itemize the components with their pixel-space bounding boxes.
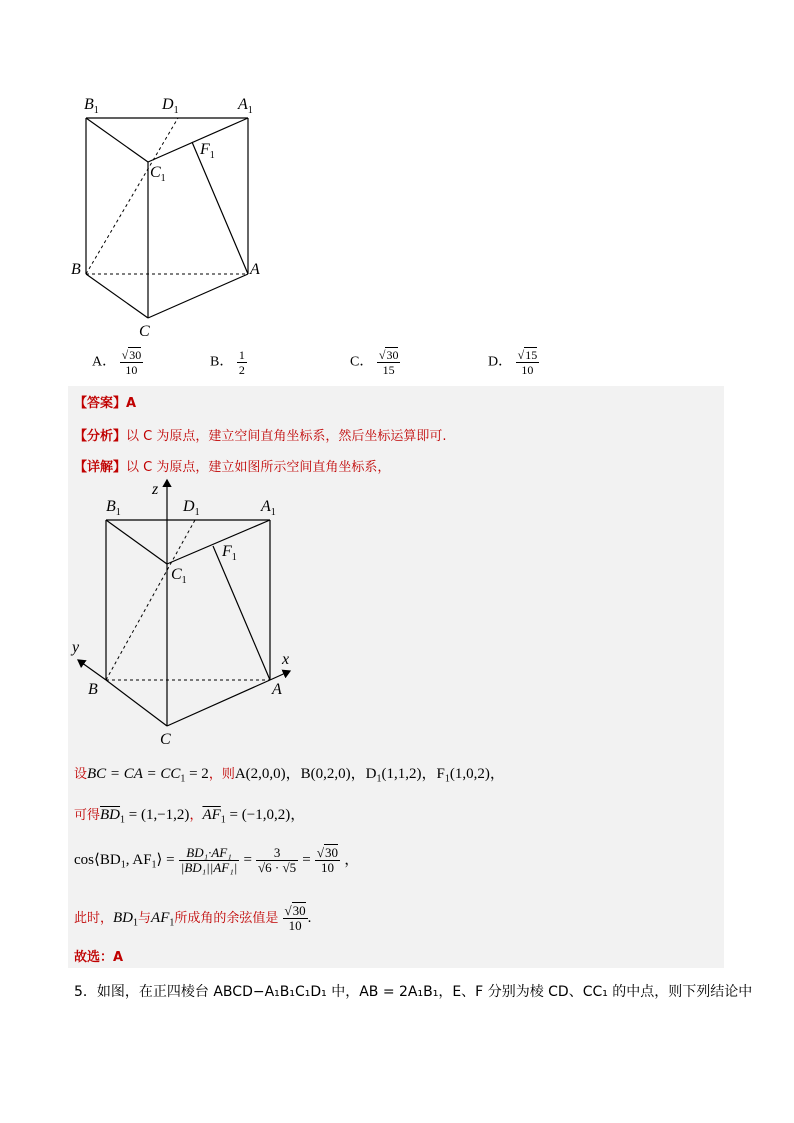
label2-c: C (160, 731, 171, 748)
label-f1: $F_1$ (200, 141, 215, 162)
label2-f1: $F_1$ (222, 543, 237, 564)
option-c-fraction: $\frac{√30}{15}$ (378, 348, 399, 377)
step-conclusion: 此时，$BD_1$与$AF_1$所成角的余弦值是 $\frac{√30}{10}$ . (74, 903, 312, 933)
option-c-letter: C． (350, 354, 374, 370)
label-d1: $D_1$ (162, 96, 179, 117)
label-a: A (250, 261, 260, 278)
option-d-fraction: $\frac{√15}{10}$ (517, 348, 538, 377)
cosine-fraction-2: $\frac{3}{√6 \cdot √5}$ (258, 845, 297, 875)
step-cosine: $\cos⟨BD_1$, $AF_1⟩$ = $\frac{\text{BD₁·AF₁}}{\text{|BD₁||AF₁|}}$ = $\frac{3}{√6 \cdot √5}$ = $\frac{√30}{10}$ ， (74, 845, 360, 875)
option-a-fraction: $\frac{√30}{10}$ (121, 348, 142, 377)
conclusion-fraction: $\frac{√30}{10}$ (284, 903, 306, 933)
label2-b: B (88, 681, 98, 698)
label2-a: A (272, 681, 282, 698)
axis-z-label: z (152, 481, 159, 498)
cosine-fraction-3: $\frac{√30}{10}$ (316, 845, 339, 875)
axis-y-label: y (72, 639, 80, 656)
answer-line: 【答案】A (74, 396, 137, 411)
step-coordinates: 设BC = CA = $CC_1 = 2$，则A(2,0,0)，B(0,2,0)，$D_1(1,1,2)$，$F_1(1,0,2)$， (74, 766, 505, 785)
label2-b1: $B_1$ (106, 498, 121, 519)
label-b: B (71, 261, 81, 278)
label2-a1: $A_1$ (261, 498, 276, 519)
analysis-line: 【分析】以 C 为原点，建立空间直角坐标系，然后坐标运算即可. (74, 429, 447, 444)
label-b1: $B_1$ (84, 96, 99, 117)
option-b-letter: B． (210, 354, 234, 370)
final-choice: 故选：A (74, 950, 124, 965)
label-c: C (139, 323, 150, 340)
cosine-fraction-1: $\frac{\text{BD₁·AF₁}}{\text{|BD₁||AF₁|}}$ (180, 845, 238, 875)
label2-d1: $D_1$ (183, 498, 200, 519)
option-a-letter: A． (92, 354, 117, 370)
step-vectors: 可得$\overline{BD}_1 = (1,-1,2)$，$\overline{AF}_1 = (-1,0,2)$， (74, 807, 306, 826)
axis-x-label: x (282, 651, 290, 668)
question-5: 5．如图，在正四棱台 ABCD−A₁B₁C₁D₁ 中，AB = 2A₁B₁，E、F 分别为棱 CD、CC₁ 的中点，则下列结论中 (74, 984, 753, 1000)
option-d-letter: D． (488, 354, 513, 370)
detail-line: 【详解】以 C 为原点，建立如图所示空间直角坐标系， (74, 460, 391, 475)
label-c1: $C_1$ (150, 164, 166, 185)
label2-c1: $C_1$ (171, 566, 187, 587)
option-b-fraction: $\frac{1}{2}$ (238, 348, 245, 377)
label-a1: $A_1$ (238, 96, 253, 117)
